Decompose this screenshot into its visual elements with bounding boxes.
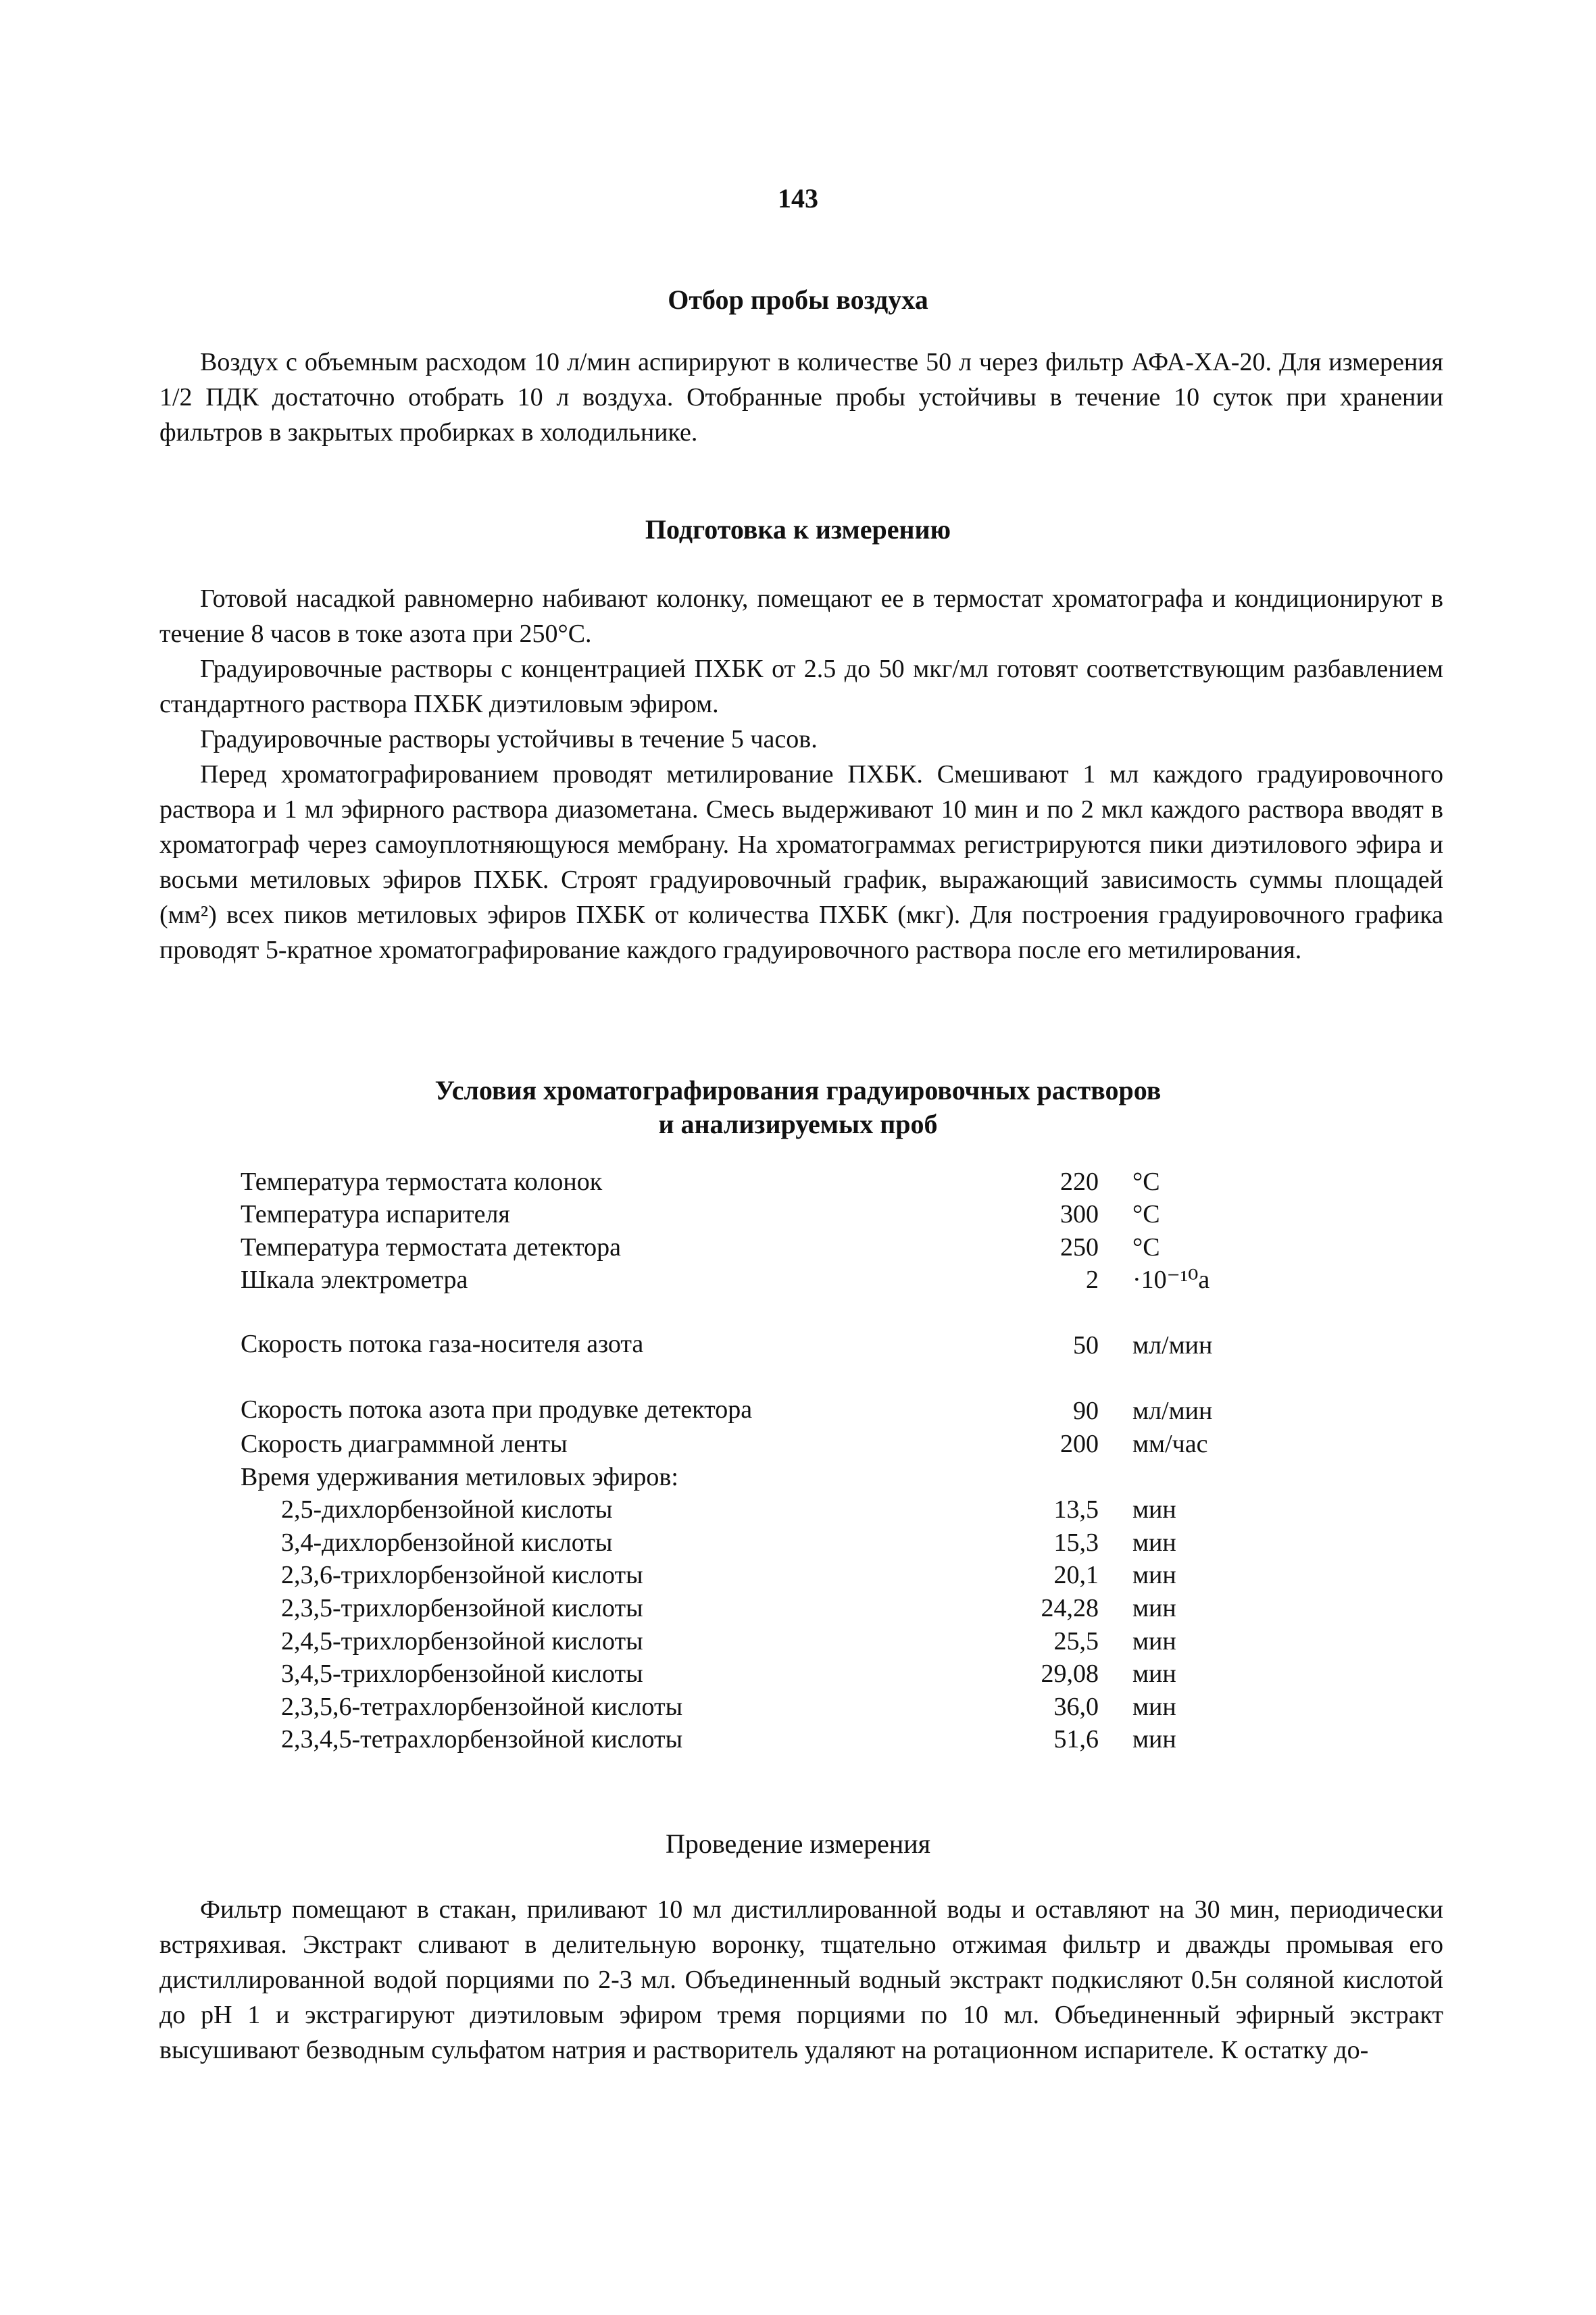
condition-label: 2,3,4,5-тетрахлорбензойной кислоты	[281, 1725, 683, 1754]
condition-label: 2,4,5-трихлорбензойной кислоты	[281, 1626, 643, 1656]
condition-value: 24,28	[1041, 1593, 1099, 1622]
condition-unit	[1099, 1459, 1308, 1492]
table-row	[241, 1689, 1308, 1722]
section-title-measurement: Проведение измерения	[665, 1828, 931, 1859]
condition-unit: °С	[1132, 1167, 1160, 1196]
table-row	[241, 1558, 1308, 1591]
condition-value: 20,1	[1053, 1561, 1099, 1590]
condition-unit: мин	[1132, 1692, 1176, 1721]
table-row	[241, 1524, 1308, 1558]
condition-unit: °С	[1132, 1200, 1160, 1229]
table-row	[241, 1360, 1308, 1426]
condition-unit: мин	[1132, 1660, 1176, 1689]
condition-label: Скорость диаграммной ленты	[241, 1429, 568, 1458]
measurement-text	[159, 1892, 1443, 2068]
section-title-air-sampling: Отбор пробы воздуха	[668, 284, 928, 315]
paragraph: Перед хроматографированием проводят метилирование ПХБК. Смешивают 1 мл каждого градуировочного раствора и 1 мл эфирного раствора диазометана. Смесь выдерживают 10 мин и по 2 мкл каждого раствора вводят в хроматограф через самоуплотняющуюся мембрану. На хроматограммах регистрируются пики диэтилового эфира и восьми метиловых эфиров ПХБК. Строят градуировочный график, выражающий зависимость суммы площадей (мм²) всех пиков метиловых эфиров ПХБК от количества ПХБК (мкг). Для построения градуировочного графика проводят 5-кратное хроматографирование каждого градуировочного раствора после его метилирования.	[159, 760, 1443, 964]
condition-value: 29,08	[1041, 1660, 1099, 1689]
condition-label-text: Скорость потока газа-носителя азота	[241, 1330, 644, 1359]
condition-label: Температура термостата колонок	[241, 1167, 603, 1196]
condition-unit: мин	[1132, 1495, 1176, 1524]
condition-unit: мм/час	[1132, 1429, 1208, 1458]
preparation-text	[159, 581, 1443, 968]
condition-unit: мин	[1132, 1725, 1176, 1754]
condition-value: 90	[1073, 1397, 1099, 1426]
page-number: 143	[778, 183, 818, 214]
condition-value: 200	[1060, 1429, 1099, 1458]
paragraph: Градуировочные растворы устойчивы в течение 5 часов.	[200, 725, 818, 753]
table-row	[241, 1722, 1308, 1755]
section-title-conditions-line1: Условия хроматографирования градуировочных растворов	[434, 1075, 1162, 1105]
paragraph: Градуировочные растворы с концентрацией ПХБК от 2.5 до 50 мкг/мл готовят соответствующим разбавлением стандартного раствора ПХБК диэтиловым эфиром.	[159, 655, 1443, 718]
condition-unit: мл/мин	[1132, 1331, 1213, 1360]
condition-label: 2,3,5-трихлорбензойной кислоты	[281, 1593, 643, 1622]
paragraph: Готовой насадкой равномерно набивают колонку, помещают ее в термостат хроматографа и кондиционируют в течение 8 часов в токе азота при 250°С.	[159, 584, 1443, 648]
condition-value: 50	[1073, 1331, 1099, 1360]
condition-value: 2	[1086, 1266, 1099, 1295]
conditions-table	[241, 1164, 1308, 1754]
condition-value: 250	[1060, 1233, 1099, 1262]
condition-label: 2,5-дихлорбензойной кислоты	[281, 1495, 613, 1524]
condition-label: Температура термостата детектора	[241, 1233, 621, 1262]
condition-unit: мин	[1132, 1593, 1176, 1622]
condition-label	[241, 1295, 970, 1360]
condition-label: Время удерживания метиловых эфиров:	[241, 1462, 678, 1491]
condition-value: 51,6	[1053, 1725, 1099, 1754]
table-row	[241, 1295, 1308, 1360]
table-row	[241, 1426, 1308, 1459]
condition-label: Шкала электрометра	[241, 1266, 468, 1295]
table-row	[241, 1623, 1308, 1656]
section-title-preparation: Подготовка к измерению	[645, 514, 951, 545]
condition-value: 36,0	[1053, 1692, 1099, 1721]
paragraph: Воздух с объемным расходом 10 л/мин аспирируют в количестве 50 л через фильтр АФА-ХА-20. Для измерения 1/2 ПДК достаточно отобрать 10 л воздуха. Отобранные пробы устойчивы в течение 10 суток при хранении фильтров в закрытых пробирках в холодильнике.	[159, 348, 1443, 447]
condition-value: 25,5	[1053, 1626, 1099, 1656]
condition-unit: мин	[1132, 1626, 1176, 1656]
table-row	[241, 1459, 1308, 1492]
section-title-conditions-line2: и анализируемых проб	[658, 1109, 938, 1139]
air-sampling-text	[159, 345, 1443, 450]
condition-value: 220	[1060, 1167, 1099, 1196]
condition-value	[970, 1459, 1099, 1492]
condition-label	[241, 1360, 970, 1426]
condition-label: Температура испарителя	[241, 1200, 510, 1229]
condition-unit: ·10⁻¹⁰а	[1132, 1266, 1210, 1295]
table-row	[241, 1164, 1308, 1197]
condition-label-text: Скорость потока азота при продувке детектора	[241, 1395, 753, 1424]
condition-value: 300	[1060, 1200, 1099, 1229]
table-row	[241, 1262, 1308, 1295]
paragraph: Фильтр помещают в стакан, приливают 10 мл дистиллированной воды и оставляют на 30 мин, периодически встряхивая. Экстракт сливают в делительную воронку, тщательно отжимая фильтр и дважды промывая его дистиллированной водой порциями по 2-3 мл. Объединенный водный экстракт подкисляют 0.5н соляной кислотой до pH 1 и экстрагируют диэтиловым эфиром тремя порциями по 10 мл. Объединенный эфирный экстракт высушивают безводным сульфатом натрия и растворитель удаляют на ротационном испарителе. К остатку до-	[159, 1895, 1443, 2064]
table-row	[241, 1229, 1308, 1262]
table-row	[241, 1590, 1308, 1623]
condition-value: 15,3	[1053, 1528, 1099, 1557]
table-row	[241, 1492, 1308, 1525]
condition-unit: мл/мин	[1132, 1397, 1213, 1426]
condition-unit: мин	[1132, 1528, 1176, 1557]
condition-label: 3,4-дихлорбензойной кислоты	[281, 1528, 613, 1557]
table-row	[241, 1197, 1308, 1230]
condition-label: 3,4,5-трихлорбензойной кислоты	[281, 1660, 643, 1689]
condition-label: 2,3,6-трихлорбензойной кислоты	[281, 1561, 643, 1590]
condition-unit: мин	[1132, 1561, 1176, 1590]
table-row	[241, 1656, 1308, 1689]
condition-value: 13,5	[1053, 1495, 1099, 1524]
condition-label: 2,3,5,6-тетрахлорбензойной кислоты	[281, 1692, 683, 1721]
condition-unit: °С	[1132, 1233, 1160, 1262]
